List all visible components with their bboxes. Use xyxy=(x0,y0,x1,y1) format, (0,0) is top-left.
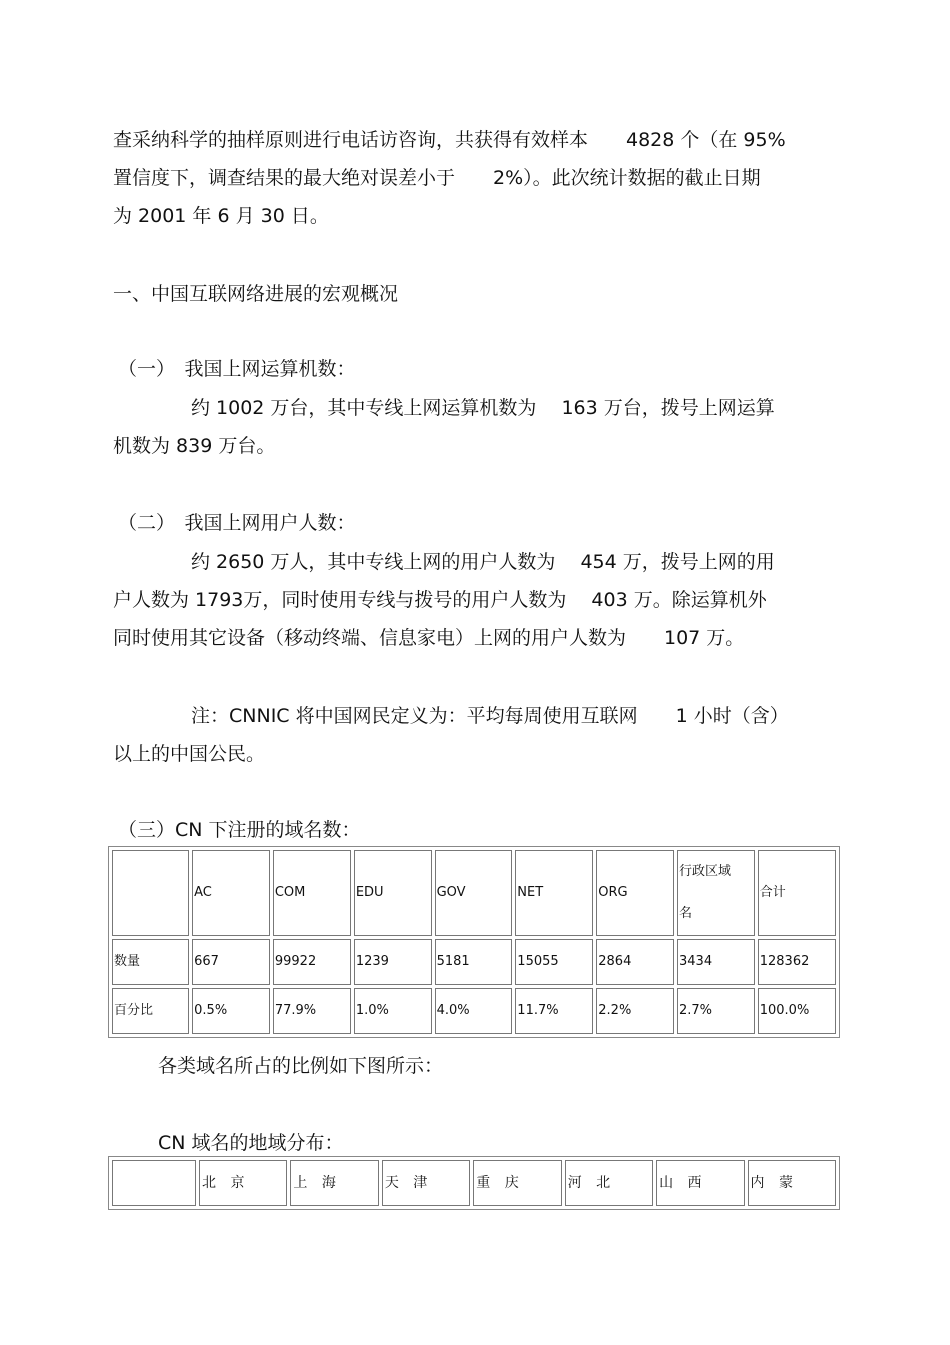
subsection-1-line-2: 机数为 839 万台。 xyxy=(113,435,276,457)
subsection-1-title: （一） 我国上网运算机数： xyxy=(118,358,356,380)
table-cell: 77.9% xyxy=(273,988,351,1034)
intro-line-1: 查采纳科学的抽样原则进行电话访咨询，共获得有效样本 4828 个（在 95% xyxy=(113,129,786,151)
subsection-2-line-3: 同时使用其它设备（移动终端、信息家电）上网的用户人数为 107 万。 xyxy=(113,627,745,649)
table-corner-cell xyxy=(112,850,189,936)
note-line-1: 注：CNNIC 将中国网民定义为：平均每周使用互联网 1 小时（含） xyxy=(191,705,789,727)
region-header-cell: 内 蒙 xyxy=(748,1160,836,1206)
header-cell: NET xyxy=(515,850,593,936)
table-cell: 0.5% xyxy=(192,988,270,1034)
region-header-cell: 天 津 xyxy=(382,1160,470,1206)
region-section-title: CN 域名的地域分布： xyxy=(158,1132,344,1154)
table-cell: 2864 xyxy=(596,939,674,985)
table-cell: 5181 xyxy=(435,939,513,985)
region-header-cell: 重 庆 xyxy=(473,1160,561,1206)
region-header-cell: 北 京 xyxy=(199,1160,287,1206)
intro-line-2: 置信度下，调查结果的最大绝对误差小于 2%）。此次统计数据的截止日期 xyxy=(113,167,761,189)
subsection-2-line-1: 约 2650 万人，其中专线上网的用户人数为 454 万，拨号上网的用 xyxy=(191,551,775,573)
table-cell: 1239 xyxy=(354,939,432,985)
table-row xyxy=(112,988,836,1034)
region-distribution-table xyxy=(108,1156,840,1210)
header-cell: 合计 xyxy=(758,850,836,936)
header-cell: AC xyxy=(192,850,270,936)
header-cell: EDU xyxy=(354,850,432,936)
header-cell: GOV xyxy=(435,850,513,936)
table-cell: 11.7% xyxy=(515,988,593,1034)
region-header-cell: 上 海 xyxy=(290,1160,378,1206)
region-header-cell: 山 西 xyxy=(656,1160,744,1206)
table-cell: 2.7% xyxy=(677,988,755,1034)
table-cell: 2.2% xyxy=(596,988,674,1034)
domain-count-table xyxy=(108,846,840,1038)
table-corner-cell xyxy=(112,1160,196,1206)
subsection-1-line-1: 约 1002 万台，其中专线上网运算机数为 163 万台，拨号上网运算 xyxy=(191,397,775,419)
table-followup-text: 各类域名所占的比例如下图所示： xyxy=(158,1055,444,1077)
intro-line-3: 为 2001 年 6 月 30 日。 xyxy=(113,205,329,227)
subsection-3-title: （三）CN 下注册的域名数： xyxy=(118,819,361,841)
table-cell: 3434 xyxy=(677,939,755,985)
table-header-row xyxy=(112,850,836,936)
table-cell: 128362 xyxy=(758,939,836,985)
table-cell: 4.0% xyxy=(435,988,513,1034)
table-cell: 1.0% xyxy=(354,988,432,1034)
subsection-2-line-2: 户人数为 1793万，同时使用专线与拨号的用户人数为 403 万。除运算机外 xyxy=(113,589,767,611)
header-cell: ORG xyxy=(596,850,674,936)
section-heading: 一、中国互联网络进展的宏观概况 xyxy=(113,283,399,305)
table-row xyxy=(112,939,836,985)
row-label: 百分比 xyxy=(112,988,189,1034)
header-cell xyxy=(677,850,755,936)
table-cell: 99922 xyxy=(273,939,351,985)
note-line-2: 以上的中国公民。 xyxy=(113,743,266,765)
table-cell: 100.0% xyxy=(758,988,836,1034)
region-header-cell: 河 北 xyxy=(565,1160,653,1206)
row-label: 数量 xyxy=(112,939,189,985)
table-cell: 667 xyxy=(192,939,270,985)
header-admin-line-1: 行政区域 xyxy=(679,864,732,879)
table-header-row xyxy=(112,1160,836,1206)
table-cell: 15055 xyxy=(515,939,593,985)
subsection-2-title: （二） 我国上网用户人数： xyxy=(118,512,356,534)
header-admin-line-2: 名 xyxy=(679,906,693,921)
header-cell: COM xyxy=(273,850,351,936)
